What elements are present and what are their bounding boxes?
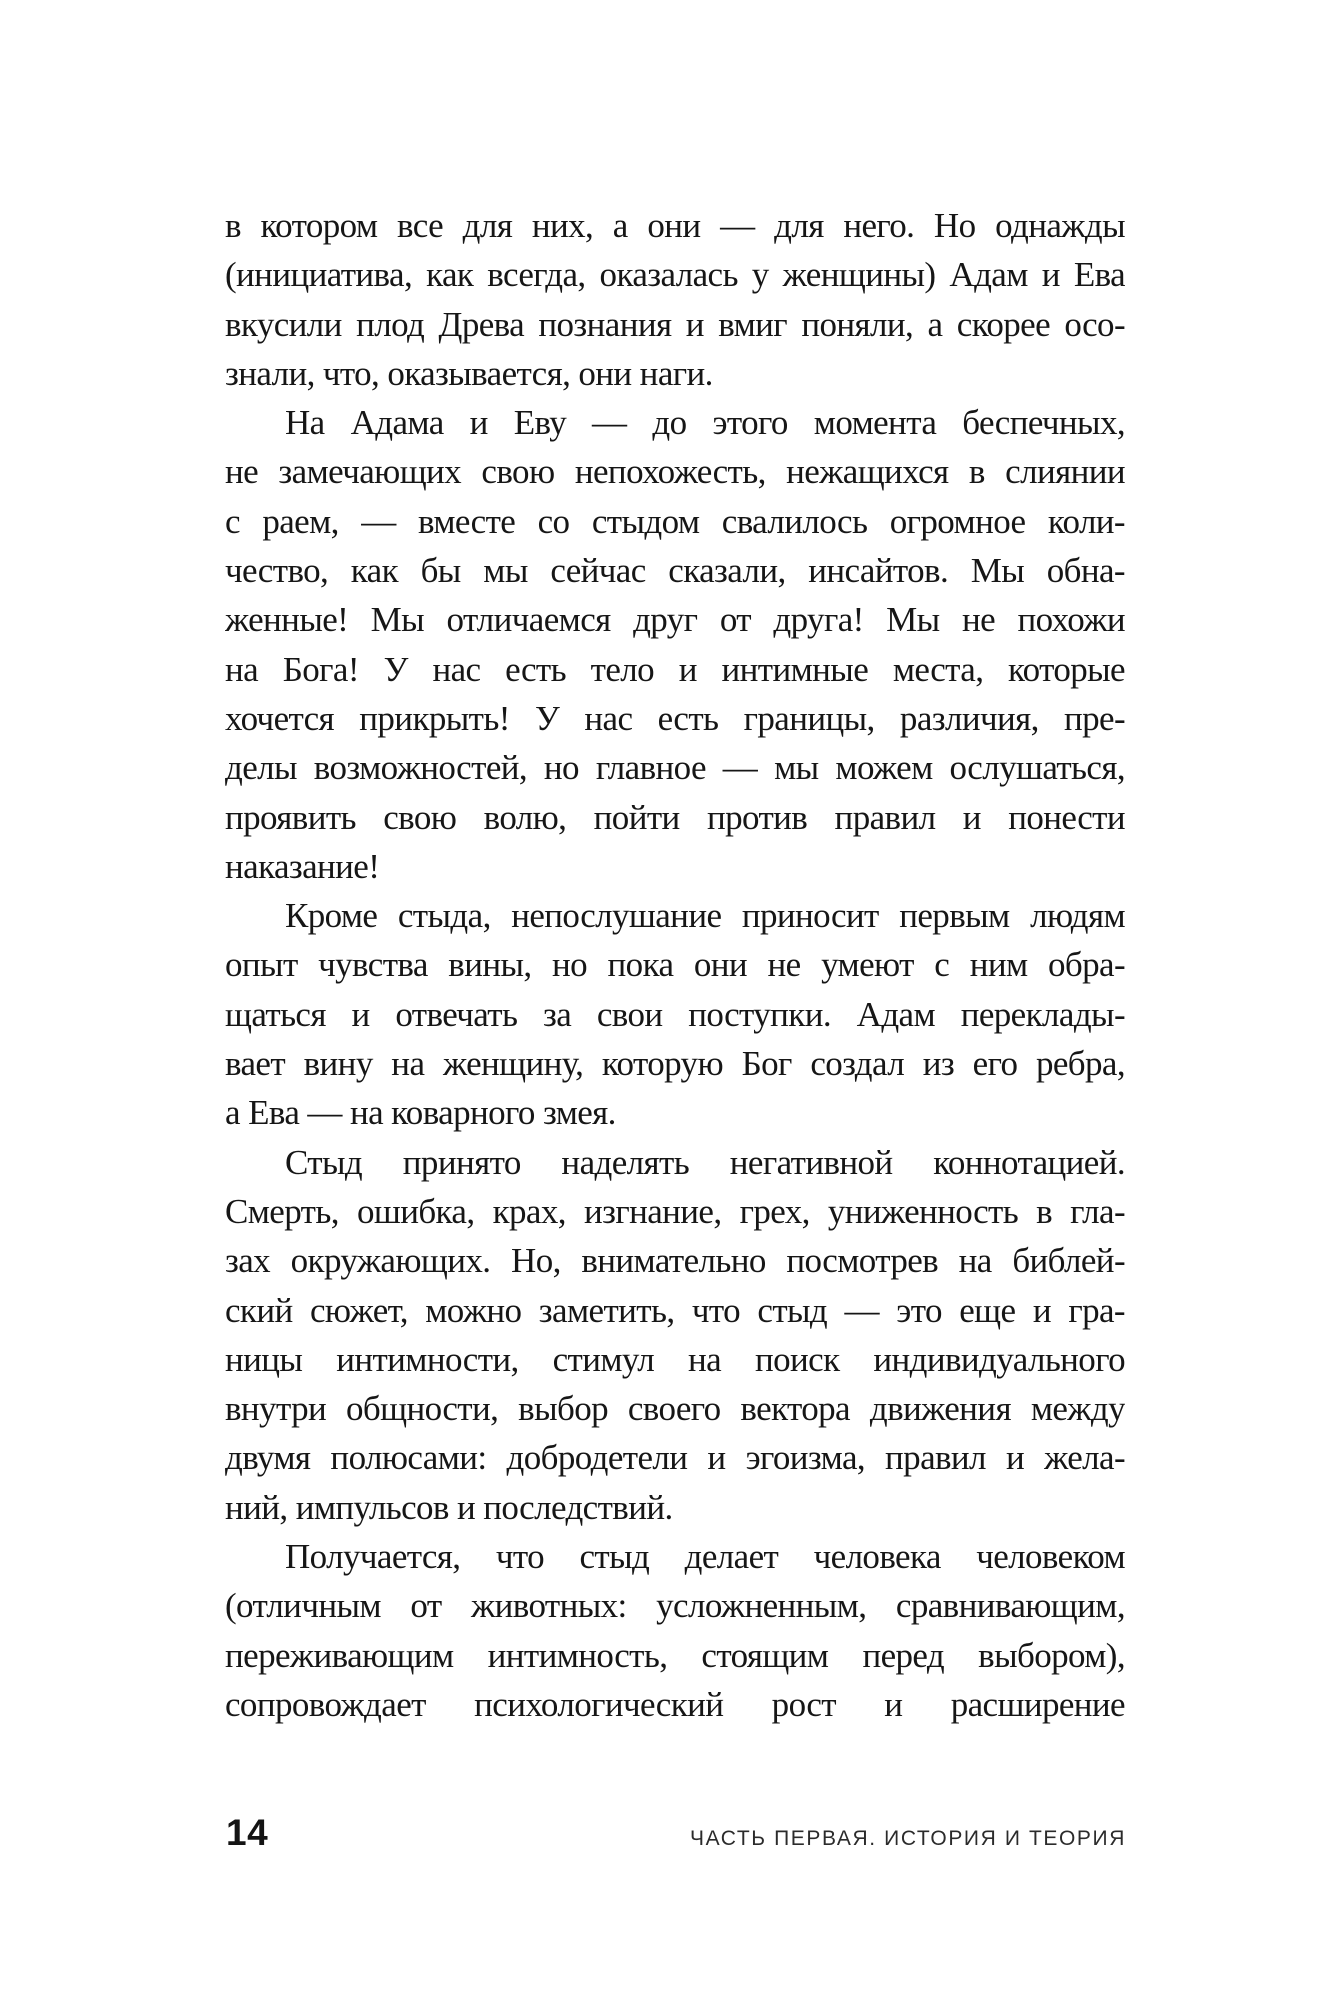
text-line: проявить свою волю, пойти против правил и понести xyxy=(225,797,1125,837)
page-footer xyxy=(226,1812,1126,1854)
text-line: Смерть, ошибка, крах, изгнание, грех, униженность в гла- xyxy=(225,1191,1125,1231)
text-line: с раем, — вместе со стыдом свалилось огромное коли- xyxy=(225,501,1125,541)
running-title: ЧАСТЬ ПЕРВАЯ. ИСТОРИЯ И ТЕОРИЯ xyxy=(690,1827,1126,1850)
text-line: вает вину на женщину, которую Бог создал из его ребра, xyxy=(225,1044,1125,1084)
text-line: Стыд принято наделять негативной коннотацией. xyxy=(285,1142,1125,1182)
text-line: ский сюжет, можно заметить, что стыд — это еще и гра- xyxy=(225,1290,1125,1330)
text-line: (инициатива, как всегда, оказалась у женщины) Адам и Ева xyxy=(225,255,1125,295)
text-line: двумя полюсами: добродетели и эгоизма, правил и жела- xyxy=(225,1438,1125,1478)
text-line: женные! Мы отличаемся друг от друга! Мы не похожи xyxy=(225,600,1125,640)
text-line: Кроме стыда, непослушание приносит первым людям xyxy=(285,896,1125,936)
text-line: (отличным от животных: усложненным, сравнивающим, xyxy=(225,1586,1125,1626)
text-line: вкусили плод Древа познания и вмиг поняли, а скорее осо- xyxy=(225,304,1125,344)
text-line: в котором все для них, а они — для него. Но однажды xyxy=(225,206,1125,245)
text-line: зах окружающих. Но, внимательно посмотрев на библей- xyxy=(225,1241,1125,1281)
text-line: опыт чувства вины, но пока они не умеют с ним обра- xyxy=(225,945,1125,985)
text-line: на Бога! У нас есть тело и интимные места, которые xyxy=(225,649,1125,689)
text-line: щаться и отвечать за свои поступки. Адам переклады- xyxy=(225,994,1125,1034)
text-line: ницы интимности, стимул на поиск индивидуального xyxy=(225,1339,1125,1379)
page-number: 14 xyxy=(226,1812,269,1853)
text-line: чество, как бы мы сейчас сказали, инсайтов. Мы обна- xyxy=(225,551,1125,591)
body-text xyxy=(225,201,1125,1729)
text-line: ний, импульсов и последствий. xyxy=(225,1487,673,1527)
text-line: знали, что, оказывается, они наги. xyxy=(225,353,713,393)
text-line: Получается, что стыд делает человека человеком xyxy=(285,1537,1125,1577)
text-line: а Ева — на коварного змея. xyxy=(225,1093,616,1133)
text-line: На Адама и Еву — до этого момента беспечных, xyxy=(285,403,1125,443)
text-line: переживающим интимность, стоящим перед выбором), xyxy=(225,1635,1125,1675)
text-line: хочется прикрыть! У нас есть границы, различия, пре- xyxy=(225,698,1125,738)
text-line: не замечающих свою непохожесть, нежащихся в слиянии xyxy=(225,452,1125,492)
text-line: делы возможностей, но главное — мы можем ослушаться, xyxy=(225,748,1125,788)
text-line: наказание! xyxy=(225,846,380,886)
text-line: сопровождает психологический рост и расширение xyxy=(225,1684,1125,1724)
text-line: внутри общности, выбор своего вектора движения между xyxy=(225,1389,1125,1429)
